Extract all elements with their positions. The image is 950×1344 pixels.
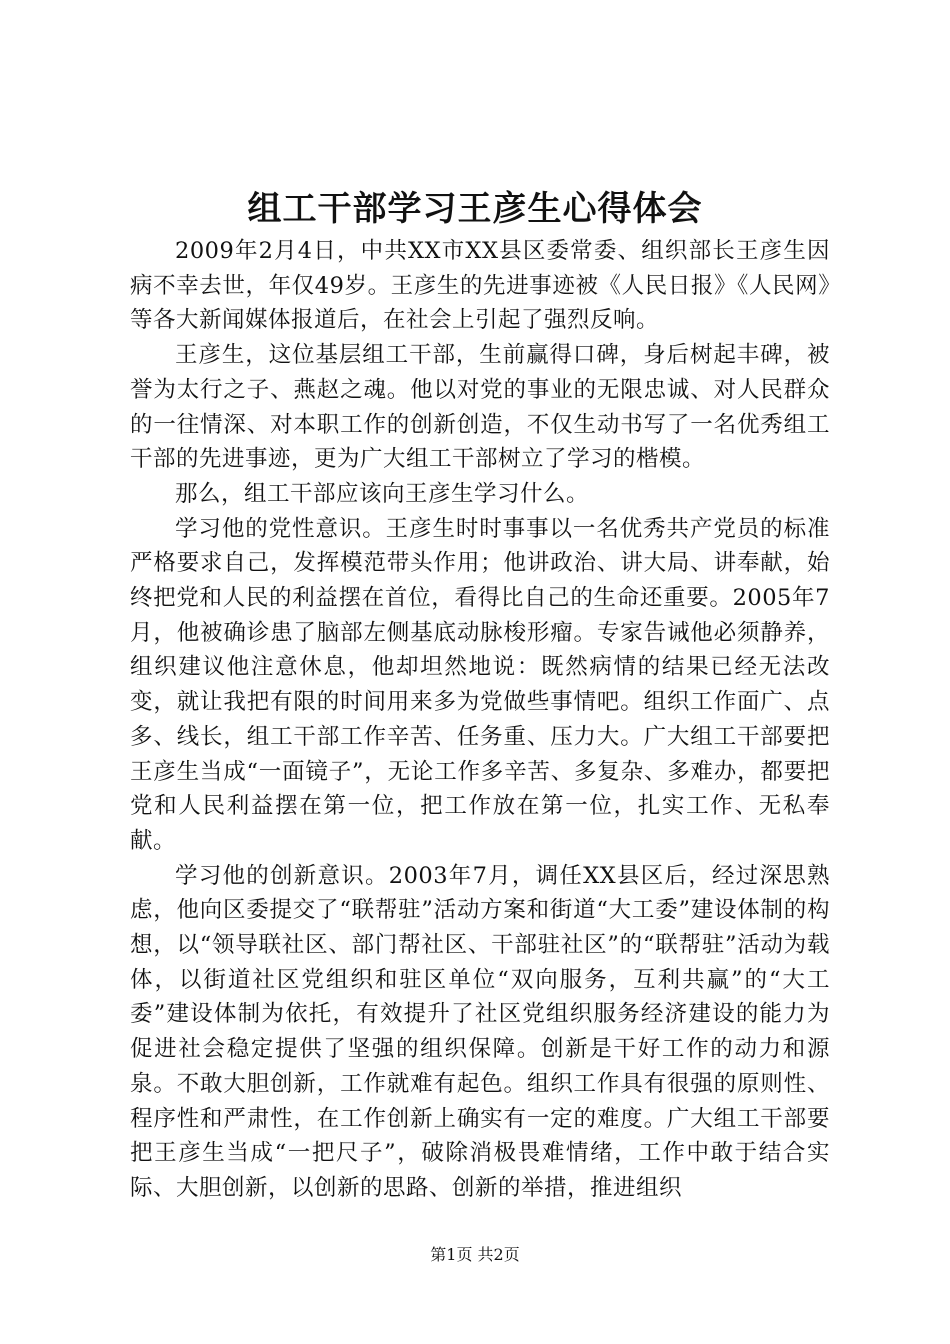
paragraph: 那么，组工干部应该向王彦生学习什么。 bbox=[175, 480, 590, 507]
document-title: 组工干部学习王彦生心得体会 bbox=[247, 189, 703, 229]
paragraph: 王彦生，这位基层组工干部，生前赢得口碑，身后树起丰碑，被誉为太行之子、燕赵之魂。他以对党的事业的无限忠诚、对人民群众的一往情深、对本职工作的创新创造，不仅生动书写了一名优秀组工干部的先进事迹，更为广大组工干部树立了学习的楷模。 bbox=[130, 342, 830, 473]
paragraph: 学习他的党性意识。王彦生时时事事以一名优秀共产党员的标准严格要求自己，发挥模范带头作用；他讲政治、讲大局、讲奉献，始终把党和人民的利益摆在首位，看得比自己的生命还重要。2005年7月，他被确诊患了脑部左侧基底动脉梭形瘤。专家告诫他必须静养，组织建议他注意休息，他却坦然地说：既然病情的结果已经无法改变，就让我把有限的时间用来多为党做些事情吧。组织工作面广、点多、线长，组工干部工作辛苦、任务重、压力大。广大组工干部要把王彦生当成“一面镜子”，无论工作多辛苦、多复杂、多难办，都要把党和人民利益摆在第一位，把工作放在第一位，扎实工作、无私奉献。 bbox=[130, 515, 830, 854]
document-body bbox=[130, 234, 830, 1206]
paragraph: 2009年2月4日，中共XX市XX县区委常委、组织部长王彦生因病不幸去世，年仅49岁。王彦生的先进事迹被《人民日报》《人民网》等各大新闻媒体报道后，在社会上引起了强烈反响。 bbox=[130, 238, 830, 334]
paragraph: 学习他的创新意识。2003年7月，调任XX县区后，经过深思熟虑，他向区委提交了“联帮驻”活动方案和街道“大工委”建设体制的构想，以“领导联社区、部门帮社区、干部驻社区”的“联帮驻”活动为载体，以街道社区党组织和驻区单位“双向服务，互利共赢”的“大工委”建设体制为依托，有效提升了社区党组织服务经济建设的能力为促进社会稳定提供了坚强的组织保障。创新是干好工作的动力和源泉。不敢大胆创新，工作就难有起色。组织工作具有很强的原则性、程序性和严肃性，在工作创新上确实有一定的难度。广大组工干部要把王彦生当成“一把尺子”，破除消极畏难情绪，工作中敢于结合实际、大胆创新，以创新的思路、创新的举措，推进组织 bbox=[130, 862, 830, 1201]
page-footer: 第1页 共2页 bbox=[430, 1245, 520, 1264]
